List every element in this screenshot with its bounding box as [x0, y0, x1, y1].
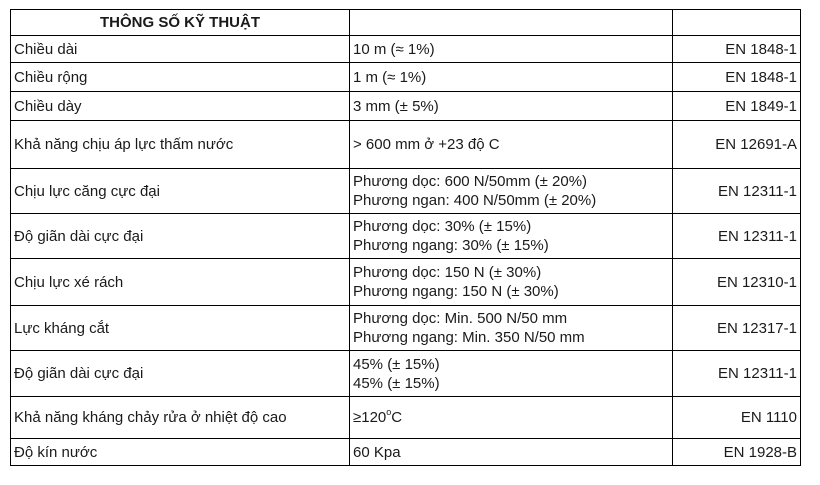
value-line: Phương dọc: 30% (± 15%)	[353, 218, 532, 235]
table-row	[11, 351, 801, 397]
property-cell: Chiều rộng	[11, 63, 350, 92]
table-row	[11, 306, 801, 351]
header-row	[11, 10, 801, 36]
standard-cell: EN 12691-A	[673, 121, 801, 169]
value-cell: 10 m (≈ 1%)	[350, 36, 673, 63]
value-cell: 3 mm (± 5%)	[350, 92, 673, 121]
standard-cell: EN 12310-1	[673, 259, 801, 306]
standard-cell: EN 1928-B	[673, 439, 801, 466]
table-row	[11, 36, 801, 63]
header-empty-cell	[350, 10, 673, 36]
value-line: Phương ngang: Min. 350 N/50 mm	[353, 329, 585, 346]
property-cell: Lực kháng cắt	[11, 306, 350, 351]
property-cell: Độ giãn dài cực đại	[11, 214, 350, 259]
value-prefix: ≥120	[353, 409, 387, 426]
value-line: Phương ngan: 400 N/50mm (± 20%)	[353, 192, 597, 209]
value-cell	[350, 169, 673, 214]
standard-cell: EN 12311-1	[673, 214, 801, 259]
table-row	[11, 92, 801, 121]
standard-cell: EN 1848-1	[673, 36, 801, 63]
value-line: Phương ngang: 150 N (± 30%)	[353, 283, 559, 300]
standard-cell: EN 12311-1	[673, 351, 801, 397]
property-cell: Độ giãn dài cực đại	[11, 351, 350, 397]
standard-cell: EN 12317-1	[673, 306, 801, 351]
value-line: Phương dọc: 150 N (± 30%)	[353, 264, 542, 281]
table-row	[11, 439, 801, 466]
value-cell: 60 Kpa	[350, 439, 673, 466]
property-cell: Chịu lực căng cực đại	[11, 169, 350, 214]
table-row	[11, 121, 801, 169]
standard-cell: EN 1848-1	[673, 63, 801, 92]
value-line: 45% (± 15%)	[353, 374, 440, 392]
standard-cell: EN 12311-1	[673, 169, 801, 214]
header-empty-cell	[673, 10, 801, 36]
table-row	[11, 63, 801, 92]
standard-cell: EN 1849-1	[673, 92, 801, 121]
value-cell: > 600 mm ở +23 độ C	[350, 121, 673, 169]
value-cell	[350, 397, 673, 439]
table-row	[11, 214, 801, 259]
property-cell: Khả năng chịu áp lực thấm nước	[11, 121, 350, 169]
value-line: Phương dọc: Min. 500 N/50 mm	[353, 310, 568, 327]
value-line: 45% (± 15%)	[353, 355, 440, 373]
value-line: Phương dọc: 600 N/50mm (± 20%)	[353, 173, 588, 190]
value-cell	[350, 214, 673, 259]
table-row	[11, 259, 801, 306]
value-cell	[350, 351, 673, 397]
property-cell: Chiều dày	[11, 92, 350, 121]
table-header-title: THÔNG SỐ KỸ THUẬT	[11, 10, 350, 36]
property-cell: Độ kín nước	[11, 439, 350, 466]
value-cell: 1 m (≈ 1%)	[350, 63, 673, 92]
table-row	[11, 397, 801, 439]
value-cell	[350, 259, 673, 306]
value-line: Phương ngang: 30% (± 15%)	[353, 237, 549, 254]
value-cell	[350, 306, 673, 351]
property-cell: Chịu lực xé rách	[11, 259, 350, 306]
value-suffix: C	[391, 409, 403, 426]
spec-table	[10, 9, 801, 466]
property-cell: Chiều dài	[11, 36, 350, 63]
property-cell: Khả năng kháng chảy rửa ở nhiệt độ cao	[11, 397, 350, 439]
degree-superscript: o	[386, 407, 392, 417]
standard-cell: EN 1110	[673, 397, 801, 439]
table-row	[11, 169, 801, 214]
